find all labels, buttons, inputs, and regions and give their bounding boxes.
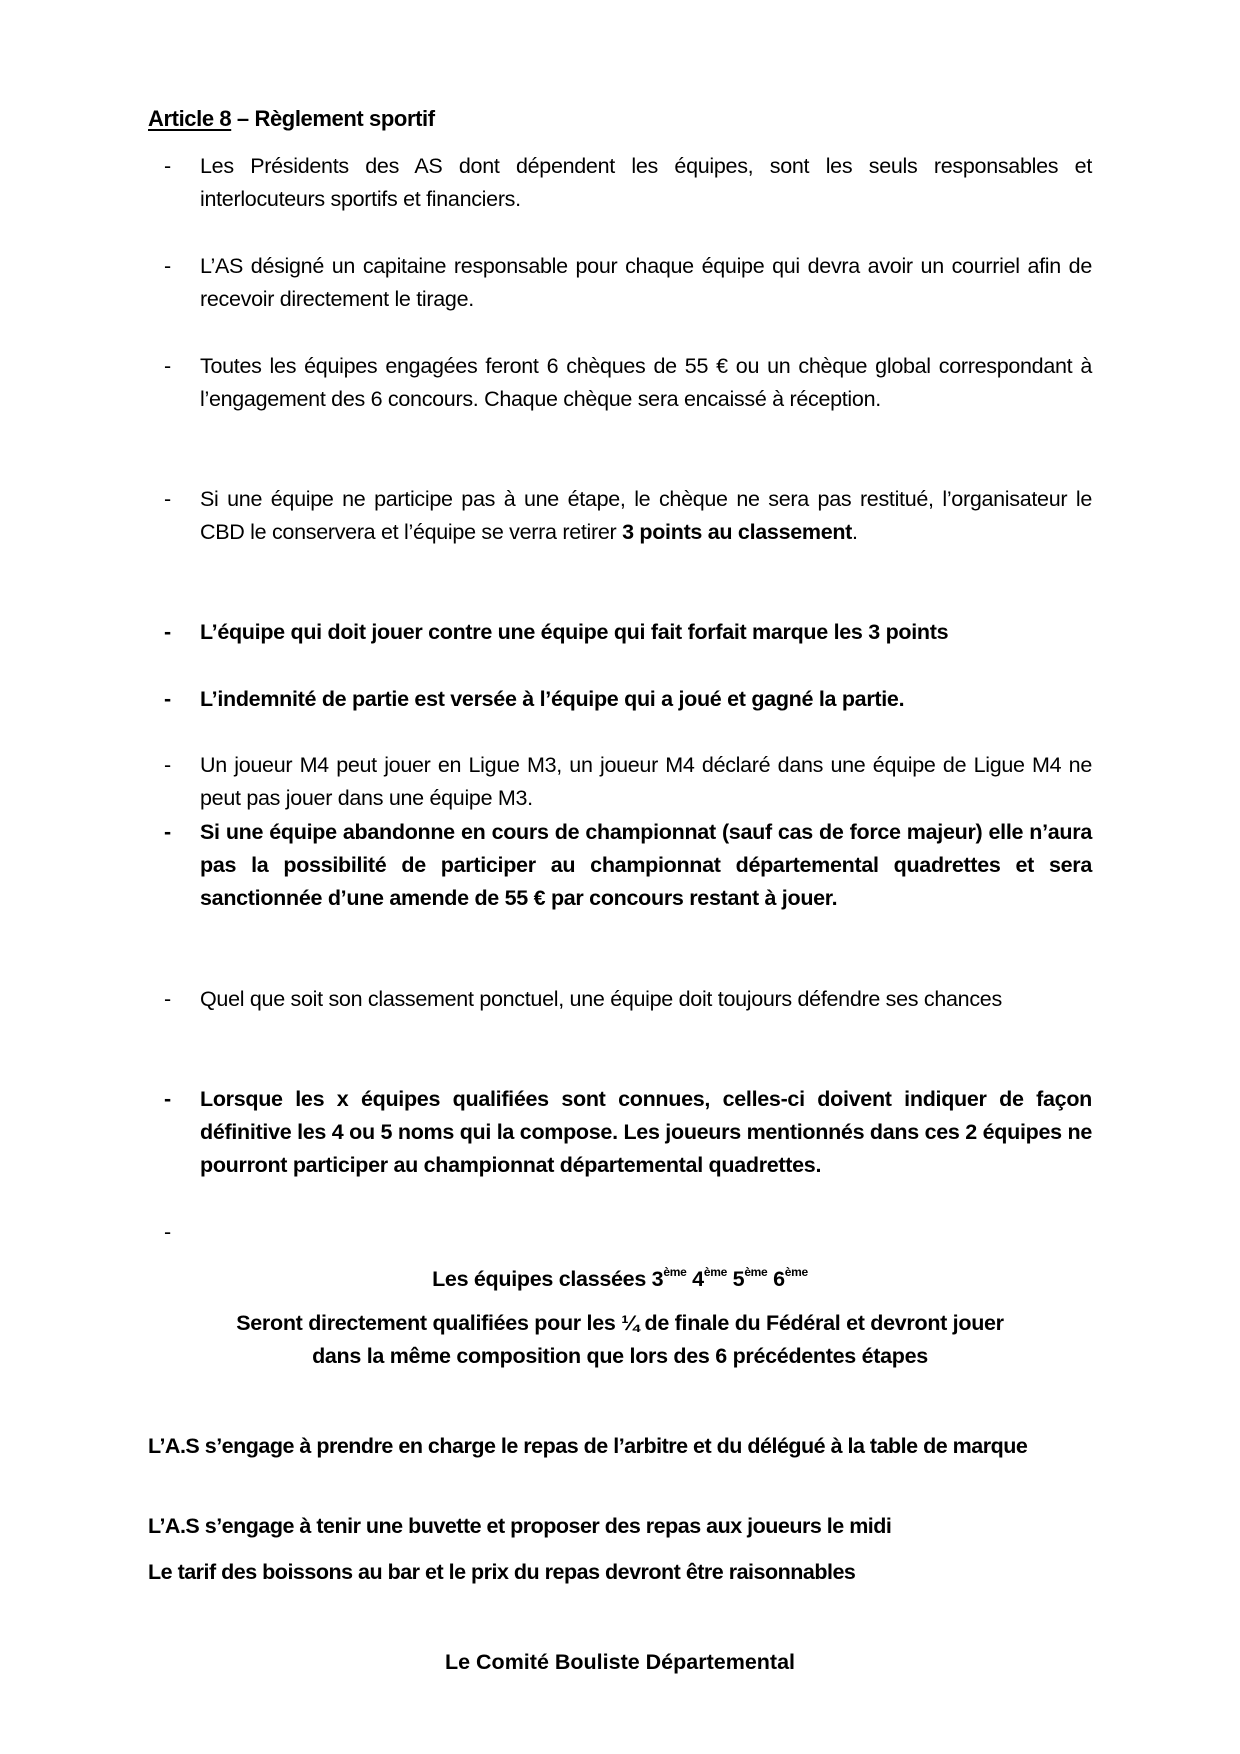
qualified-teams-line	[148, 1263, 1092, 1296]
rule-item	[148, 816, 1092, 915]
rule-text-emphasis: 3 points au classement	[622, 520, 853, 544]
rule-item	[148, 683, 1092, 716]
rank-suffix: ème	[744, 1265, 768, 1279]
rank-number: 5	[732, 1267, 745, 1291]
article-heading	[148, 106, 435, 132]
rule-text: Quel que soit son classement ponctuel, une équipe doit toujours défendre ses chances	[200, 987, 1002, 1011]
bullet-dash: -	[164, 987, 171, 1011]
rank-suffix: ème	[784, 1265, 808, 1279]
rule-item	[148, 1083, 1092, 1182]
rule-text: Toutes les équipes engagées feront 6 chèques de 55 € ou un chèque global correspondant à l’engagement des 6 concours. Chaque chèque sera encaissé à réception.	[200, 354, 1092, 411]
qualified-line-1: Seront directement qualifiées pour les ¼ de finale du Fédéral et devront jouer	[236, 1311, 1004, 1335]
article-title: – Règlement sportif	[231, 106, 435, 131]
rule-text: L’équipe qui doit jouer contre une équipe qui fait forfait marque les 3 points	[200, 620, 949, 644]
rule-item	[148, 983, 1092, 1016]
rank-suffix: ème	[663, 1265, 687, 1279]
bullet-dash: -	[164, 1087, 171, 1111]
rule-text: Lorsque les x équipes qualifiées sont connues, celles-ci doivent indiquer de façon définitive les 4 ou 5 noms qui la compose. Les joueurs mentionnés dans ces 2 équipes ne pourront participer au championnat départemental quadrettes.	[200, 1087, 1092, 1177]
bullet-dash: -	[164, 820, 171, 844]
bullet-dash: -	[164, 354, 171, 378]
rule-item	[148, 616, 1092, 649]
bullet-dash: -	[164, 620, 171, 644]
rule-text-suffix: .	[852, 520, 858, 544]
rule-item	[148, 749, 1092, 815]
rank-number: 3	[651, 1267, 664, 1291]
rule-text: Si une équipe ne participe pas à une étape, le chèque ne sera pas restitué, l’organisateur le CBD le conservera et l’équipe se verra retirer	[200, 487, 1092, 544]
rule-text: L’AS désigné un capitaine responsable pour chaque équipe qui devra avoir un courriel afin de recevoir directement le tirage.	[200, 254, 1092, 311]
bullet-dash: -	[164, 154, 171, 178]
bullet-dash: -	[164, 1220, 171, 1244]
rule-item	[148, 350, 1092, 416]
obligation-line: L’A.S s’engage à prendre en charge le repas de l’arbitre et du délégué à la table de marque	[148, 1434, 1028, 1458]
obligation-line: L’A.S s’engage à tenir une buvette et proposer des repas aux joueurs le midi	[148, 1514, 892, 1538]
rule-item	[148, 250, 1092, 316]
rank-number: 4	[692, 1267, 704, 1291]
rule-text-mixed	[200, 483, 1092, 549]
rule-text: Un joueur M4 peut jouer en Ligue M3, un joueur M4 déclaré dans une équipe de Ligue M4 ne peut pas jouer dans une équipe M3.	[200, 753, 1092, 810]
bullet-dash: -	[164, 487, 171, 511]
bullet-dash: -	[164, 687, 171, 711]
qualified-line-2: dans la même composition que lors des 6 précédentes étapes	[312, 1344, 928, 1368]
rule-item	[148, 483, 1092, 549]
article-number: Article 8	[148, 106, 232, 131]
rank-suffix: ème	[703, 1265, 727, 1279]
obligation-line: Le tarif des boissons au bar et le prix du repas devront être raisonnables	[148, 1560, 856, 1584]
signature: Le Comité Bouliste Départemental	[444, 1650, 796, 1674]
rule-text: Si une équipe abandonne en cours de championnat (sauf cas de force majeur) elle n’aura pas la possibilité de participer au championnat départemental quadrettes et sera sanctionnée d’une amende de 55 € par concours restant à jouer.	[200, 820, 1092, 910]
qualified-prefix: Les équipes classées	[432, 1267, 652, 1291]
bullet-dash: -	[164, 254, 171, 278]
rule-text: L’indemnité de partie est versée à l’équipe qui a joué et gagné la partie.	[200, 687, 905, 711]
rule-item	[148, 150, 1092, 216]
bullet-dash: -	[164, 753, 171, 777]
rank-number: 6	[773, 1267, 785, 1291]
rule-text: Les Présidents des AS dont dépendent les équipes, sont les seuls responsables et interlocuteurs sportifs et financiers.	[200, 154, 1092, 211]
